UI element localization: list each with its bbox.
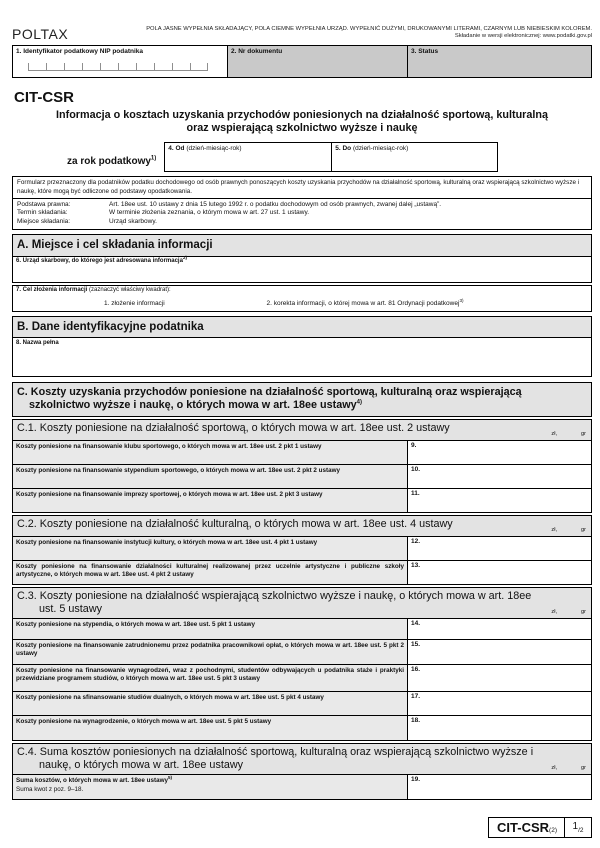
section-a-header: A. Miejsce i cel składania informacji [12, 234, 592, 257]
purpose-note: Formularz przeznaczony dla podatników podatku dochodowego od osób prawnych ponoszących koszty uzyskania przychodów na działalność sportową, kulturalną oraz wspierającą szkolnictwo wyższe i naukę, które mogą być odliczone od podstawy opodatkowania. [12, 176, 592, 199]
footnote-5: 5) [168, 775, 173, 781]
gr-unit: gr [581, 431, 586, 438]
footnote-1: 1) [150, 155, 157, 162]
section-c4-header [13, 744, 591, 774]
cell-number: 12. [411, 538, 421, 546]
zl-unit: zł, [551, 527, 558, 534]
row-label: Koszty poniesione na finansowanie imprezy sportowej, o których mowa w art. 18ee ust. 2 pkt 3 ustawy [13, 489, 408, 512]
full-name-label: 8. Nazwa pełna [16, 339, 59, 346]
date-to-hint: (dzień-miesiąc-rok) [352, 145, 409, 152]
cell-number: 15. [411, 641, 421, 649]
gr-unit: gr [581, 765, 586, 772]
deadline-row [17, 209, 587, 217]
full-name-field[interactable] [12, 337, 592, 377]
amount-field-17[interactable] [408, 692, 591, 715]
masthead [12, 26, 592, 42]
deadline-text: W terminie złożenia zeznania, o którym mowa w art. 27 ust. 1 ustawy. [109, 209, 310, 217]
nip-field[interactable] [13, 46, 228, 77]
nip-comb-input[interactable] [28, 63, 224, 71]
table-row [13, 639, 591, 664]
section-c2-header [13, 516, 591, 536]
amount-field-9[interactable] [408, 441, 591, 464]
amount-field-14[interactable] [408, 619, 591, 639]
cell-number: 10. [411, 466, 421, 474]
deadline-label: Termin składania: [17, 209, 68, 217]
date-from-hint: (dzień-miesiąc-rok) [186, 145, 242, 152]
date-to-label: 5. Do [335, 145, 352, 152]
section-c3-title: C.3. Koszty poniesione na działalność wspierającą szkolnictwo wyższe i naukę, o których mowa w art. 18ee ust. 5 ustawy [17, 590, 532, 616]
tax-year-row [67, 142, 592, 172]
section-c3-table [12, 587, 592, 741]
amount-field-16[interactable] [408, 665, 591, 691]
nip-field-label: 1. Identyfikator podatkowy NIP podatnika [16, 48, 144, 55]
cell-number: 17. [411, 693, 421, 701]
date-to-field[interactable] [331, 143, 497, 171]
table-row [13, 691, 591, 715]
tax-year-date-boxes [164, 142, 498, 172]
cell-number: 11. [411, 490, 420, 498]
table-row [13, 536, 591, 560]
table-row [13, 664, 591, 691]
row-label: Koszty poniesione na finansowanie zatrudnionemu przez podatnika pracownikowi opłat, o których mowa w art. 18ee ust. 5 pkt 2 ustawy [13, 640, 408, 664]
section-c1-header [13, 420, 591, 440]
table-row [13, 618, 591, 639]
place-row [17, 218, 587, 226]
section-c-header: C. Koszty uzyskania przychodów poniesione na działalność sportową, kulturalną oraz wspierającą szkolnictwo wyższe i naukę, o których mowa w art. 18ee ustawy$^{4)}$ [12, 382, 592, 417]
legal-basis-label: Podstawa prawna: [17, 201, 71, 208]
table-row [13, 774, 591, 799]
section-b-header: B. Dane identyfikacyjne podatnika [12, 316, 592, 339]
amount-field-13[interactable] [408, 561, 591, 584]
form-title-line-2: oraz wspierającą szkolnictwo wyższe i naukę [186, 122, 418, 134]
notice-line-1: POLA JASNE WYPEŁNIA SKŁADAJĄCY, POLA CIEMNE WYPEŁNIA URZĄD. WYPEŁNIĆ DUŻYMI, DRUKOWANYMI LITERAMI, CZARNYM LUB NIEBIESKIM KOLOREM. [146, 26, 592, 32]
submission-purpose-hint: (zaznaczyć właściwy kwadrat): [89, 287, 171, 294]
footnote-3: 3) [459, 297, 464, 303]
amount-field-18[interactable] [408, 716, 591, 740]
amount-field-12[interactable] [408, 537, 591, 560]
poltax-logo: POLTAX [12, 26, 69, 42]
section-c1-title: C.1. Koszty poniesione na działalność sportową, o których mowa w art. 18ee ust. 2 ustawy [17, 422, 450, 435]
amount-field-19[interactable] [408, 775, 591, 799]
submission-purpose-options [16, 297, 588, 307]
amount-field-10[interactable] [408, 465, 591, 488]
legal-info-box [12, 199, 592, 230]
identification-header-table [12, 45, 592, 78]
document-number-label: 2. Nr dokumentu [231, 48, 283, 55]
cell-number: 13. [411, 562, 421, 570]
footer-page-number: $1_{/2}$ [564, 818, 591, 837]
row-label: Koszty poniesione na stypendia, o których mowa w art. 18ee ust. 5 pkt 1 ustawy [13, 619, 408, 639]
cell-number: 18. [411, 717, 421, 725]
date-from-field[interactable] [165, 143, 331, 171]
currency-units [551, 431, 586, 437]
row-label: Koszty poniesione na finansowanie instytucji kultury, o których mowa w art. 18ee ust. 4 pkt 1 ustawy [13, 537, 408, 560]
section-c2-table [12, 515, 592, 585]
footer-form-code: CIT-CSR(2) [497, 820, 557, 836]
row-label: Koszty poniesione na sfinansowanie studiów dualnych, o których mowa w art. 18ee ust. 5 pkt 4 ustawy [13, 692, 408, 715]
row-label: Suma kosztów, o których mowa w art. 18ee ustawy$^{5)}$ Suma kwot z poz. 9–18. [13, 775, 408, 799]
cell-number: 9. [411, 442, 417, 450]
row-label: Koszty poniesione na finansowanie działalności kulturalnej realizowanej przez uczelnie artystyczne i publiczne szkoły artystyczne, o których mowa w art. 18ee ust. 4 pkt 2 ustawy [13, 561, 408, 584]
section-c4-table [12, 743, 592, 800]
form-title-line-1: Informacja o kosztach uzyskania przychodów poniesionych na działalność sportową, kulturalną [56, 109, 548, 121]
gr-unit: gr [581, 609, 586, 616]
form-title [12, 109, 592, 135]
cell-number: 14. [411, 620, 421, 628]
amount-field-15[interactable] [408, 640, 591, 664]
cell-number: 19. [411, 776, 421, 784]
table-row [13, 715, 591, 740]
section-c1-table [12, 419, 592, 513]
row-sublabel: Suma kwot z poz. 9–18. [16, 786, 84, 794]
date-from-label: 4. Od [168, 145, 185, 152]
zl-unit: zł, [551, 431, 558, 438]
legal-basis-row [17, 201, 587, 209]
status-field [408, 46, 591, 77]
tax-office-label: 6. Urząd skarbowy, do którego jest adresowana informacja$^{2)}$ [16, 255, 188, 265]
cell-number: 16. [411, 666, 421, 674]
currency-units [551, 527, 586, 533]
section-c2-title: C.2. Koszty poniesione na działalność kulturalną, o których mowa w art. 18ee ust. 4 ustawy [17, 518, 453, 531]
row-label: Koszty poniesione na finansowanie stypendium sportowego, o których mowa w art. 18ee ust. 2 pkt 2 ustawy [13, 465, 408, 488]
form-code-title: CIT-CSR [14, 89, 74, 106]
amount-field-11[interactable] [408, 489, 591, 512]
status-label: 3. Status [411, 48, 439, 55]
currency-units [551, 765, 586, 771]
page-footer [12, 817, 592, 838]
place-label: Miejsce składania: [17, 217, 71, 225]
place-text: Urząd skarbowy. [109, 217, 157, 225]
option-correction[interactable]: 2. korekta informacji, o której mowa w art. 81 Ordynacji podatkowej$^{3)}$ [266, 297, 464, 307]
footer-form-code-box [488, 817, 592, 838]
row-label: Koszty poniesione na finansowanie klubu sportowego, o których mowa w art. 18ee ust. 2 pkt 1 ustawy [13, 441, 408, 464]
table-row [13, 464, 591, 488]
filling-notice [146, 26, 592, 40]
footnote-4: 4) [356, 399, 362, 406]
table-row [13, 488, 591, 512]
section-c4-title: C.4. Suma kosztów poniesionych na działalność sportową, kulturalną oraz wspierającą szkolnictwo wyższe i naukę, o których mowa w art. 18ee ustawy [17, 746, 534, 772]
option-filing[interactable]: 1. złożenie informacji [104, 299, 165, 307]
submission-purpose-field [12, 285, 592, 312]
tax-office-field[interactable] [12, 256, 592, 283]
footer-form-version: (2) [549, 827, 557, 835]
notice-line-2: Składanie w wersji elektronicznej: www.podatki.gov.pl [454, 33, 592, 39]
zl-unit: zł, [551, 609, 558, 616]
submission-purpose-label: 7. Cel złożenia informacji (zaznaczyć właściwy kwadrat): [16, 287, 171, 294]
currency-units [551, 609, 586, 615]
footnote-2: 2) [182, 255, 188, 261]
row-label: Koszty poniesione na wynagrodzenie, o których mowa w art. 18ee ust. 5 pkt 5 ustawy [13, 716, 408, 740]
gr-unit: gr [581, 527, 586, 534]
document-number-field [228, 46, 408, 77]
table-row [13, 560, 591, 584]
legal-basis-text: Art. 18ee ust. 10 ustawy z dnia 15 lutego 1992 r. o podatku dochodowym od osób prawnych, zwanej dalej „ustawą”. [109, 201, 442, 208]
zl-unit: zł, [551, 765, 558, 772]
tax-year-label: za rok podatkowy$^{1)}$ [67, 155, 157, 167]
row-label: Koszty poniesione na finansowanie wynagrodzeń, wraz z pochodnymi, studentów odbywających u podatnika staże i praktyki przewidziane programem studiów, o których mowa w art. 18ee ust. 5 pkt 3 ustawy [13, 665, 408, 691]
section-c3-header [13, 588, 591, 618]
table-row [13, 440, 591, 464]
